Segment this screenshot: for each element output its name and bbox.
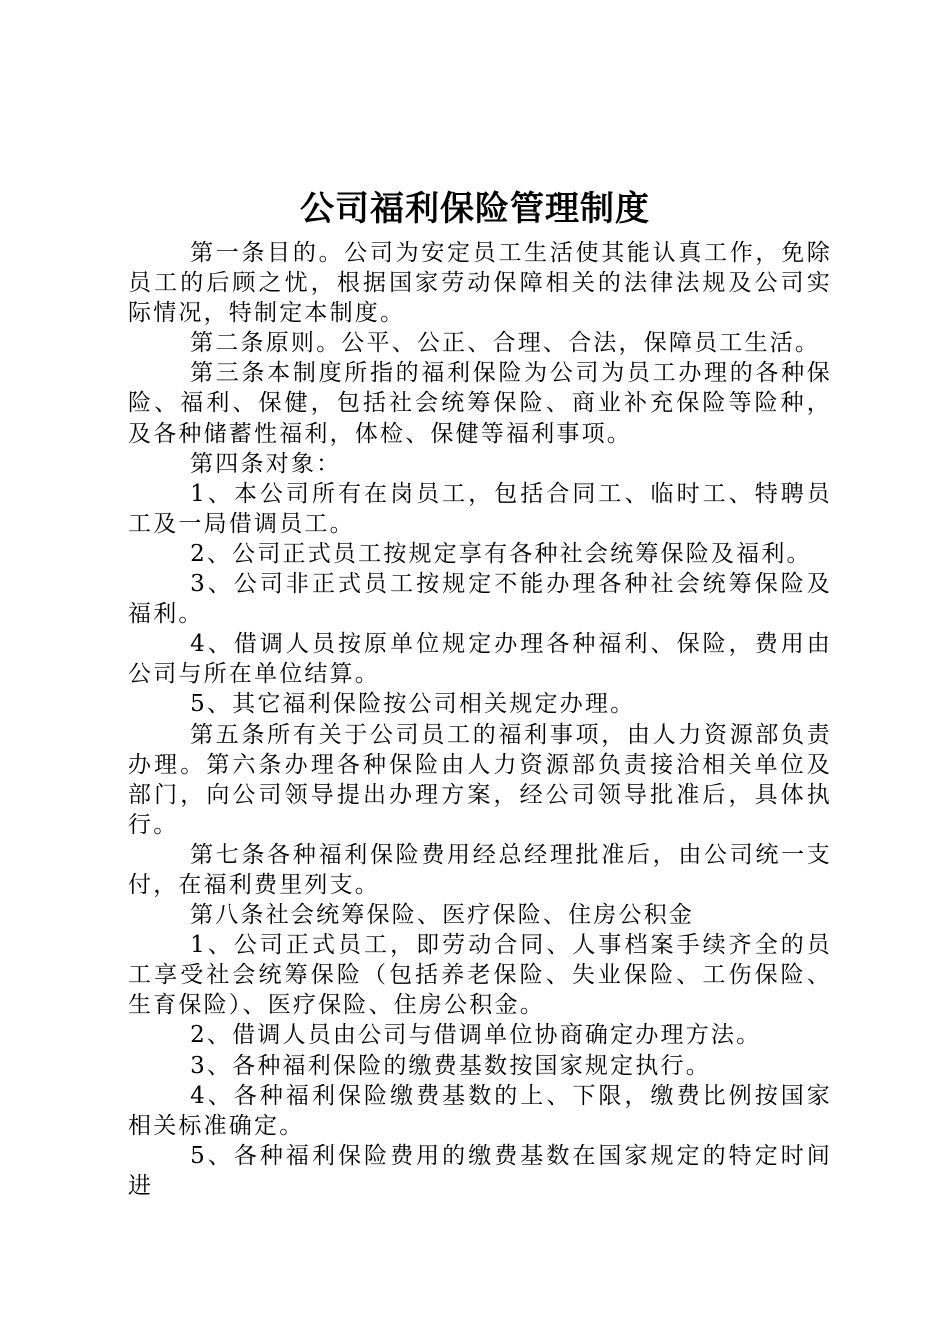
document-title: 公司福利保险管理制度 [300,189,650,229]
paragraph: 第八条社会统筹保险、医疗保险、住房公积金 [190,902,695,929]
paragraph: 第二条原则。公平、公正、合理、合法，保障员工生活。 [190,330,821,357]
paragraph: 1、公司正式员工，即劳动合同、人事档案手续齐全的员工享受社会统筹保险（包括养老保险、失业保险、工伤保险、生育保险）、医疗保险、住房公积金。 [128,932,832,1019]
paragraph: 第四条对象： [190,450,342,477]
paragraph: 4、借调人员按原单位规定办理各种福利、保险，费用由公司与所在单位结算。 [128,631,832,688]
paragraph: 1、本公司所有在岗员工，包括合同工、临时工、特聘员工及一局借调员工。 [128,480,832,537]
paragraph: 3、公司非正式员工按规定不能办理各种社会统筹保险及福利。 [128,571,832,628]
paragraph: 3、各种福利保险的缴费基数按国家规定执行。 [190,1052,711,1079]
paragraph: 第三条本制度所指的福利保险为公司为员工办理的各种保险、福利、保健，包括社会统筹保险、商业补充保险等险种，及各种储蓄性福利，体检、保健等福利事项。 [128,360,832,447]
paragraph: 第一条目的。公司为安定员工生活使其能认真工作，免除员工的后顾之忧，根据国家劳动保障相关的法律法规及公司实际情况，特制定本制度。 [128,240,832,327]
paragraph: 第五条所有关于公司员工的福利事项，由人力资源部负责办理。第六条办理各种保险由人力资源部负责接洽相关单位及部门，向公司领导提出办理方案，经公司领导批准后，具体执行。 [128,721,832,838]
paragraph: 2、借调人员由公司与借调单位协商确定办理方法。 [190,1022,762,1049]
document-body [128,238,832,1201]
paragraph: 2、公司正式员工按规定享有各种社会统筹保险及福利。 [190,540,812,567]
paragraph: 5、各种福利保险费用的缴费基数在国家规定的特定时间进 [128,1142,832,1199]
paragraph: 4、各种福利保险缴费基数的上、下限，缴费比例按国家相关标准确定。 [128,1082,832,1139]
paragraph: 第七条各种福利保险费用经总经理批准后，由公司统一支付，在福利费里列支。 [128,841,832,898]
paragraph: 5、其它福利保险按公司相关规定办理。 [190,691,636,718]
